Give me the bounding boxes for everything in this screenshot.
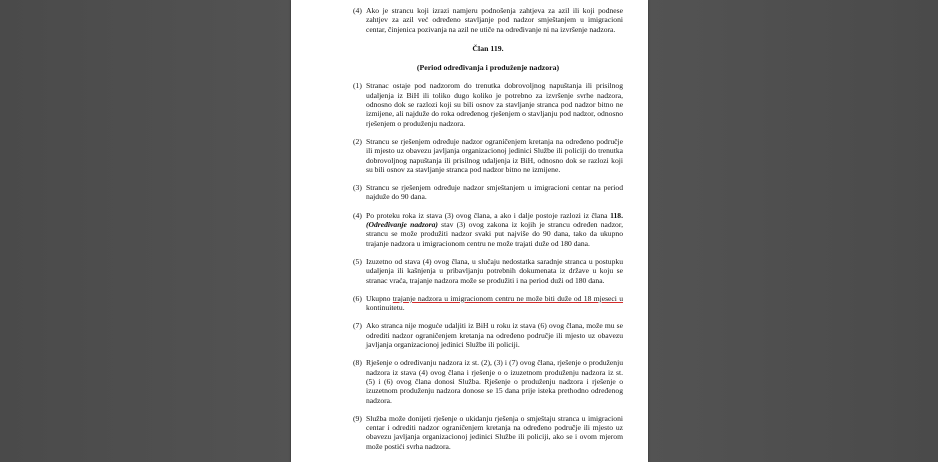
paragraph-9 [353,414,623,451]
paragraph-8 [353,358,623,404]
paragraph-number: (1) [353,81,362,91]
paragraph-number: (7) [353,321,362,331]
highlighted-text: trajanje nadzora u imigracionom centru ne može biti duže od 18 mjeseci u [392,293,624,303]
paragraph-4 [353,211,623,248]
paragraph-text: Stranac ostaje pod nadzorom do trenutka dobrovoljnog napuštanja ili prisilnog udaljenja iz BiH ili toliko dugo koliko je potrebno za izvršenje svrhe nadzora, odnosno dok se razlozi koji su bili osnov za stavljanje stranca pod nadzor bitno ne izmijene, ali najduže do roka određenog rješenjem o stavljanju pod nadzor, odnosno rješenjem o produženju nadzora. [366,81,623,128]
page-content [353,0,623,451]
paragraph-number: (2) [353,136,362,146]
paragraph-1 [353,81,623,127]
article-reference-title: (Određivanje nadzora) [366,220,438,230]
paragraph-4-top [353,6,623,34]
paragraph-text-b: stav (3) ovog zakona iz kojih je strancu određen nadzor, strancu se može produžiti nadzor svaki put najviše do 90 dana, tako da ukupno trajanje nadzora u imigracionom centru ne može trajati duže od 180 dana. [366,220,623,248]
paragraph-5 [353,257,623,285]
paragraph-text: Strancu se rješenjem određuje nadzor smještanjem u imigracioni centar na period najduže do 90 dana. [366,183,623,202]
paragraph-text: Služba može donijeti rješenje o ukidanju rješenja o smještaju stranca u imigracioni centar i odrediti nadzor ograničenjem kretanja na određeno područje ili mjesto uz obavezu javljanja organizacionoj jedinici Službe ili policiji, ako se i ovom mjerom može postići svrha nadzora. [366,413,623,451]
paragraph-text: Strancu se rješenjem određuje nadzor ograničenjem kretanja na određeno područje ili mjesto uz obavezu javljanja organizacionoj jedinici Službe ili policiji do trenutka dobrovoljnog napuštanja ili prisilnog udaljenja iz BiH, odnosno dok se razlozi koji su bili osnov za stavljanje stranca pod nadzor bitno ne izmijene. [366,136,623,174]
paragraph-number: (5) [353,256,362,266]
paragraph-text-b: kontinuitetu. [366,303,405,313]
paragraph-number: (8) [353,358,362,368]
article-subtitle: (Period određivanja i produženje nadzora) [416,63,560,73]
paragraph-text: Rješenje o određivanju nadzora iz st. (2), (3) i (7) ovog člana, rješenje o produženju nadzora iz stava (4) ovog člana i rješenje o o izuzetnom produženju nadzora iz st. (5) i (6) ovog člana donosi Služba. Rješenje o produženju nadzora i rješenje o izuzetnom produženju nadzora donose se 15 dana prije isteka prethodno određenog nadzora. [366,358,623,405]
paragraph-number: (4) [353,6,362,15]
paragraph-text-a: Po proteku roka iz stava (3) ovog člana, a ako i dalje postoje razlozi iz člana [366,210,611,220]
paragraph-3 [353,183,623,202]
article-reference: 118. [610,210,623,220]
paragraph-2 [353,137,623,174]
paragraph-number: (6) [353,293,362,303]
paragraph-text: Ako je strancu koji izrazi namjeru podnošenja zahtjeva za azil ili koji podnese zahtjev za azil već određeno stavljanje pod nadzor smještanjem u imigracioni centar, činjenica pozivanja na azil ne utiče na određivanje ni na izvršenje nadzora. [366,6,623,34]
paragraph-6 [353,294,623,313]
article-title: Član 119. [472,43,504,53]
document-page[interactable] [291,0,648,462]
paragraph-text: Ako stranca nije moguće udaljiti iz BiH u roku iz stava (6) ovog člana, može mu se odrediti nadzor ograničenjem kretanja na određeno područje ili mjesto uz obavezu javljanja organizacionoj jedinici Službe ili policiji. [366,321,623,350]
paragraph-number: (3) [353,183,362,193]
paragraph-text-a: Ukupno [366,293,393,303]
paragraph-number: (4) [353,210,362,220]
paragraph-text: Izuzetno od stava (4) ovog člana, u slučaju nedostatka saradnje stranca u postupku udaljenja ili kašnjenja u pribavljanju potrebnih dokumenata iz države u koju se stranac vraća, trajanje nadzora može se produžiti i na period duži od 180 dana. [366,256,623,285]
paragraph-number: (9) [353,413,362,423]
paragraph-7 [353,321,623,349]
